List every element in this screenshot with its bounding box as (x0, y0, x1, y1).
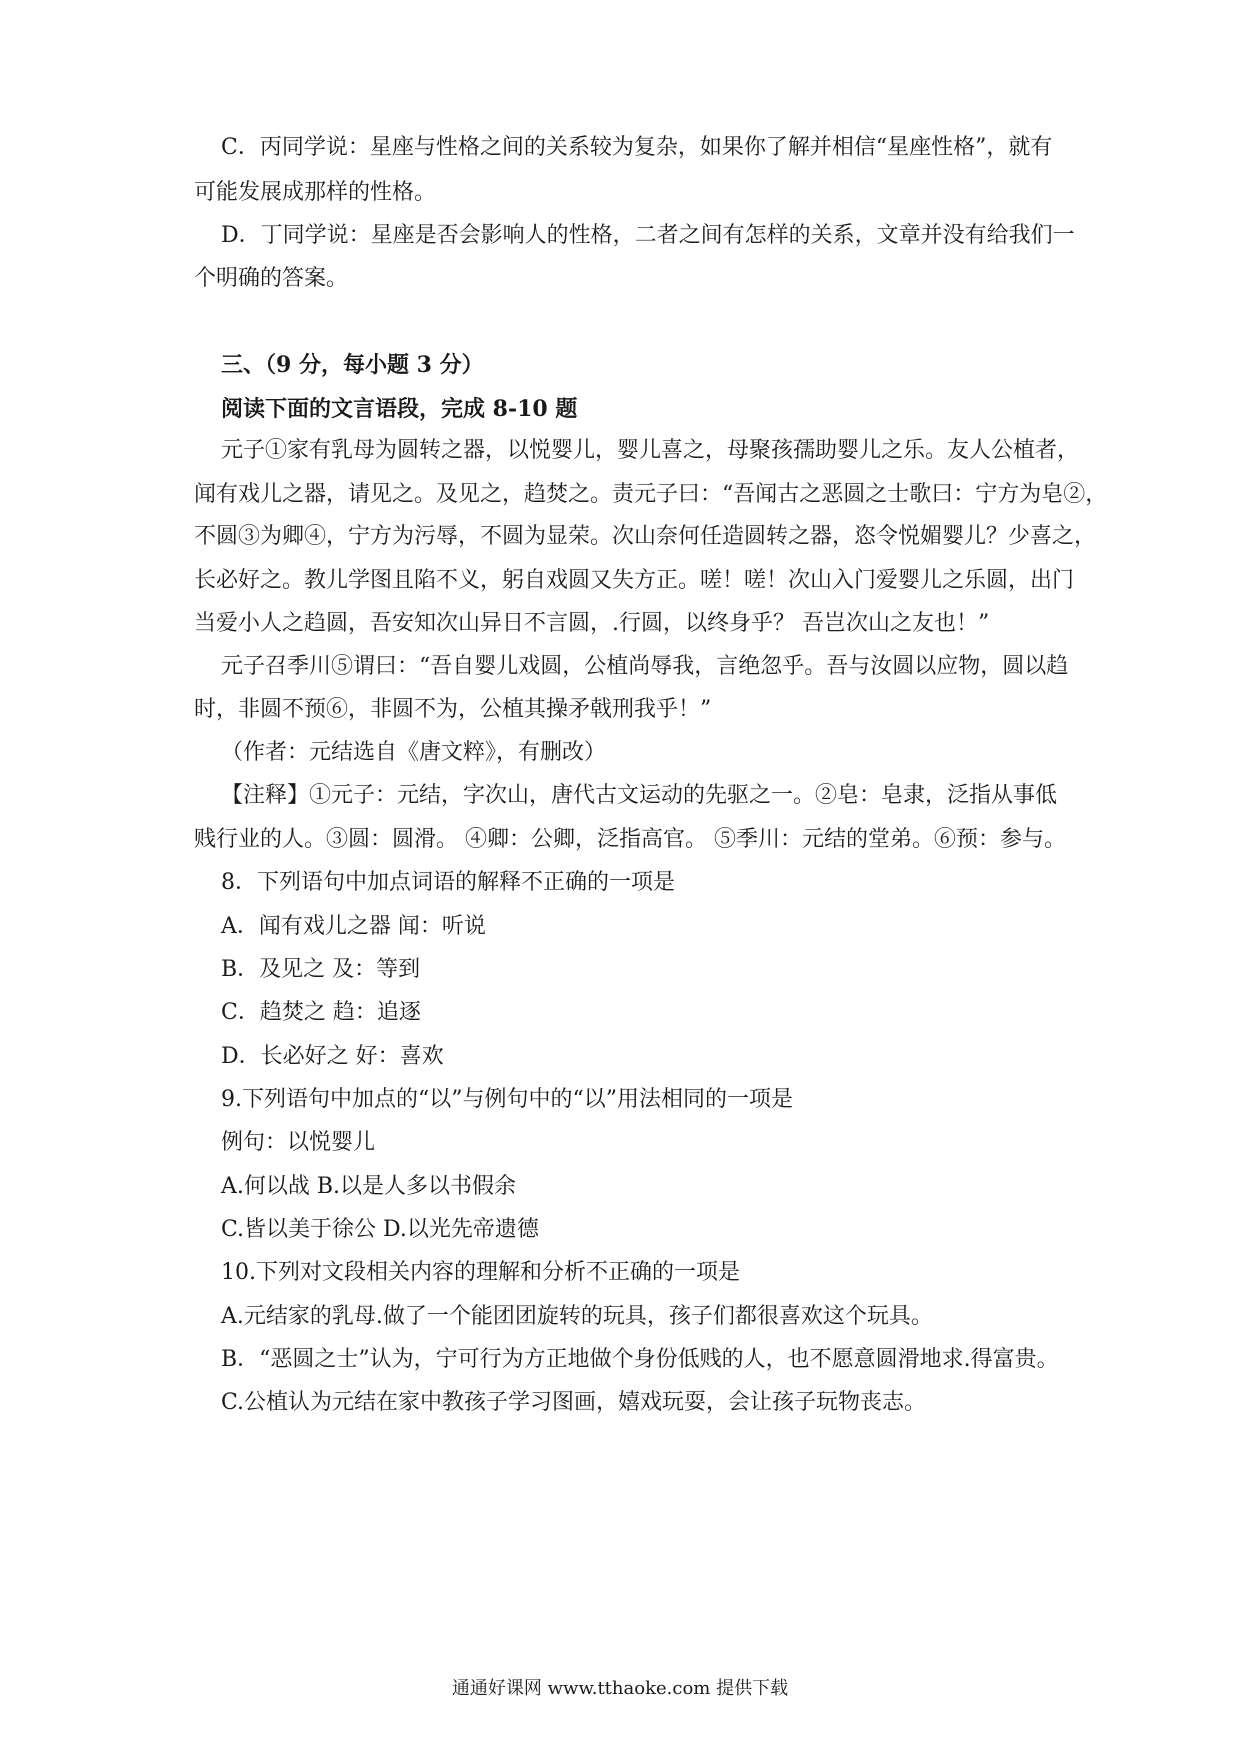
q8-option-b: B．及见之 及：等到 (221, 957, 421, 982)
q10-option-c: C.公植认为元结在家中教孩子学习图画，嬉戏玩耍，会让孩子玩物丧志。 (221, 1390, 927, 1415)
passage-p1-line1: 元子①家有乳母为圆转之器，以悦婴儿，婴儿喜之，母聚孩孺助婴儿之乐。友人公植者， (221, 438, 1080, 463)
q9-stem: 9.下列语句中加点的“以”与例句中的“以”用法相同的一项是 (221, 1087, 793, 1112)
q10-stem: 10.下列对文段相关内容的理解和分析不正确的一项是 (221, 1260, 740, 1285)
q8-option-d: D．长必好之 好：喜欢 (221, 1044, 444, 1069)
option-d-line2: 个明确的答案。 (194, 266, 349, 291)
q10-option-b: B．“恶圆之士”认为，宁可行为方正地做个身份低贱的人，也不愿意圆滑地求.得富贵。 (221, 1347, 1059, 1372)
passage-p2-line2: 时，非圆不预⑥，非圆不为，公植其操矛戟刑我乎！” (194, 697, 712, 722)
notes-line1: 【注释】①元子：元结，字次山，唐代古文运动的先驱之一。②皂：皂隶，泛指从事低 (221, 783, 1058, 808)
passage-p1-line4: 长必好之。教儿学图且陷不义，躬自戏圆又失方正。嗟！嗟！次山入门爱婴儿之乐圆，出门 (194, 568, 1075, 593)
page-footer: 通通好课网 www.tthaoke.com 提供下载 (451, 1678, 789, 1699)
q8-option-a: A．闻有戏儿之器 闻：听说 (221, 914, 486, 939)
option-c-line2: 可能发展成那样的性格。 (194, 180, 437, 205)
q8-option-c: C．趋焚之 趋：追逐 (221, 1000, 421, 1025)
q9-options-ab: A.何以战 B.以是人多以书假余 (221, 1174, 517, 1199)
passage-p1-line3: 不圆③为卿④，宁方为污辱，不圆为显荣。次山奈何任造圆转之器，恣令悦媚婴儿？少喜之， (194, 524, 1097, 549)
passage-p1-line2: 闻有戏儿之器，请见之。及见之，趋焚之。责元子曰：“吾闻古之恶圆之士歌曰：宁方为皂②， (194, 482, 1108, 507)
passage-p1-line5: 当爱小人之趋圆，吾安知次山异日不言圆，.行圆，以终身乎？ 吾岂次山之友也！” (194, 611, 990, 636)
q8-stem: 8．下列语句中加点词语的解释不正确的一项是 (221, 870, 675, 895)
passage-source: （作者：元结选自《唐文粹》，有删改） (221, 740, 607, 765)
option-d-line1: D．丁同学说：星座是否会影响人的性格，二者之间有怎样的关系，文章并没有给我们一 (221, 223, 1075, 248)
q9-options-cd: C.皆以美于徐公 D.以光先帝遗德 (221, 1217, 539, 1242)
q9-example: 例句：以悦婴儿 (221, 1130, 376, 1155)
q10-option-a: A.元结家的乳母.做了一个能团团旋转的玩具，孩子们都很喜欢这个玩具。 (221, 1304, 933, 1329)
passage-p2-line1: 元子召季川⑤谓曰：“吾自婴儿戏圆，公植尚辱我，言绝忽乎。吾与汝圆以应物，圆以趋 (221, 654, 1069, 679)
section-instruction: 阅读下面的文言语段，完成 8-10 题 (221, 396, 578, 422)
notes-line2: 贱行业的人。③圆：圆滑。 ④卿：公卿，泛指高官。 ⑤季川：元结的堂弟。⑥预：参与。 (194, 827, 1066, 852)
option-c-line1: C．丙同学说：星座与性格之间的关系较为复杂，如果你了解并相信“星座性格”，就有 (221, 135, 1053, 160)
section-heading: 三、（9 分，每小题 3 分） (221, 352, 484, 378)
